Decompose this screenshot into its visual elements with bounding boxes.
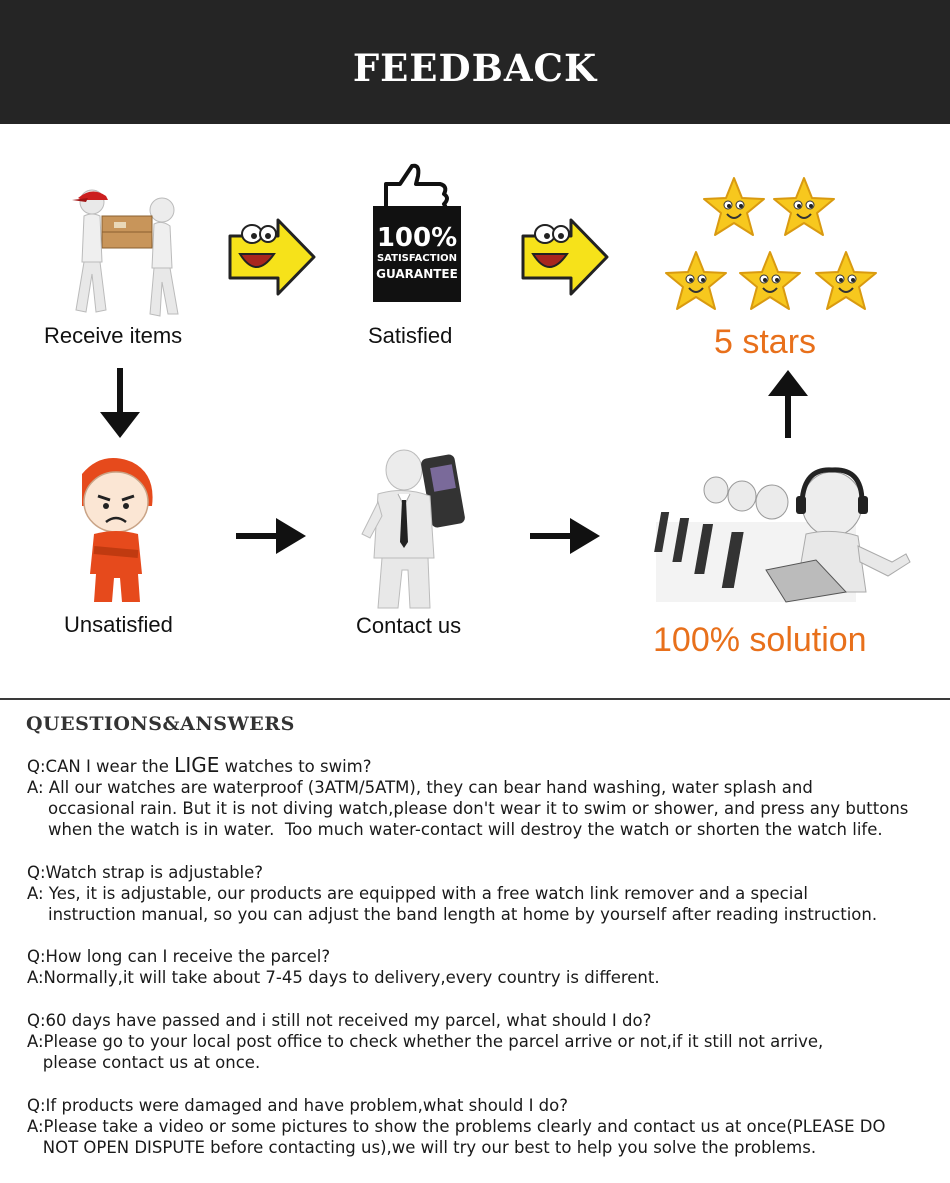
question: Q:Watch strap is adjustable?	[27, 863, 264, 882]
badge-satisfaction: SATISFACTION	[376, 253, 458, 264]
header-title: FEEDBACK	[352, 46, 598, 90]
angry-person-icon	[72, 454, 162, 606]
answer: A:Normally,it will take about 7-45 days to delivery,every country is different.	[27, 968, 660, 987]
question: Q:If products were damaged and have problem,what should I do?	[27, 1096, 569, 1115]
question	[27, 755, 927, 777]
answer: A: Yes, it is adjustable, our products are equipped with a free watch link remover and a special instruction manual, so you can adjust the band length at home by yourself after reading instruction.	[27, 884, 878, 924]
phone-person-icon	[352, 446, 478, 612]
feedback-header	[0, 0, 950, 124]
qa-item	[27, 1010, 927, 1073]
question-text: watches to swim?	[219, 757, 372, 776]
qa-item	[27, 1095, 927, 1158]
arrow-down-icon	[98, 368, 142, 440]
section-divider	[0, 698, 950, 700]
arrow-right-icon	[530, 516, 602, 556]
qa-item	[27, 946, 927, 988]
brand-name: LIGE	[174, 753, 220, 777]
question: Q:60 days have passed and i still not received my parcel, what should I do?	[27, 1011, 652, 1030]
answer: A:Please go to your local post office to check whether the parcel arrive or not,if it still not arrive, please contact us at once.	[27, 1032, 824, 1072]
five-stars-icon	[664, 174, 888, 314]
solution-label: 100% solution	[653, 621, 867, 659]
arrow-up-icon	[766, 370, 810, 440]
smiley-arrow-icon	[519, 216, 611, 298]
satisfied-label: Satisfied	[368, 323, 453, 348]
answer: A:Please take a video or some pictures to show the problems clearly and contact us at once(PLEASE DO NOT OPEN DISPUTE before contacting us),we will try our best to help you solve the problems.	[27, 1117, 886, 1157]
five-stars-label: 5 stars	[714, 323, 817, 361]
qa-item	[27, 862, 927, 925]
smiley-arrow-icon	[226, 216, 318, 298]
contact-us-label: Contact us	[356, 613, 462, 638]
badge-percent: 100%	[376, 223, 458, 253]
badge-guarantee: GUARANTEE	[376, 267, 458, 281]
feedback-flow	[0, 124, 950, 698]
unsatisfied-label: Unsatisfied	[64, 612, 173, 637]
question-text: Q:CAN I wear the	[27, 757, 175, 776]
question: Q:How long can I receive the parcel?	[27, 947, 331, 966]
arrow-right-icon	[236, 516, 308, 556]
satisfaction-badge	[373, 206, 461, 302]
qa-item	[27, 755, 927, 840]
support-team-icon	[656, 462, 912, 608]
delivery-people-icon	[62, 182, 192, 322]
qa-title: QUESTIONS&ANSWERS	[26, 713, 295, 735]
receive-items-label: Receive items	[44, 323, 183, 348]
answer: A: All our watches are waterproof (3ATM/5ATM), they can bear hand washing, water splash and occasional rain. But it is not diving watch,please don't wear it to swim or shower, and press any buttons when the watch is in water. Too much water-contact will destroy the watch or shorten the watch life.	[27, 778, 909, 839]
